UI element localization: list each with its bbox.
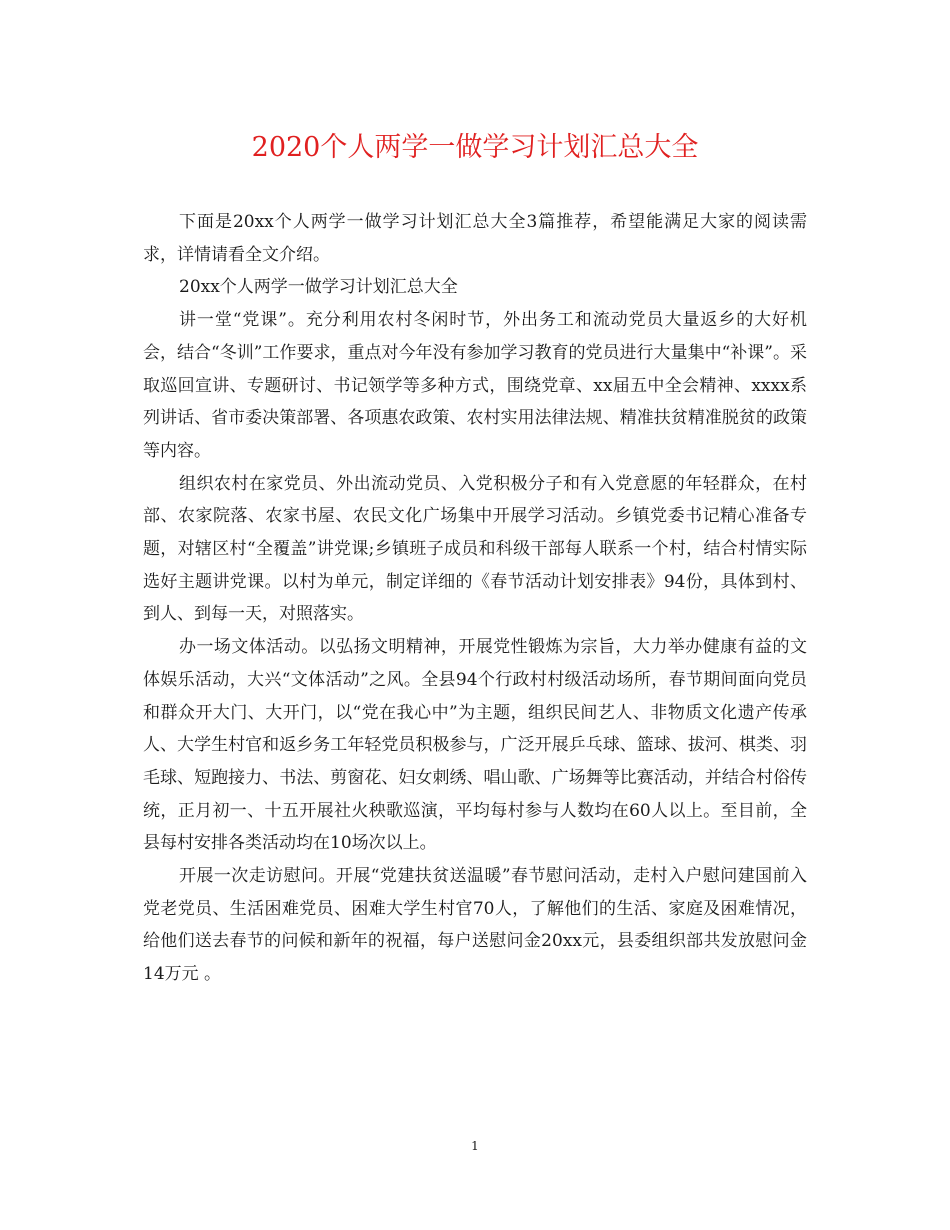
document-title: 2020个人两学一做学习计划汇总大全 <box>251 132 699 163</box>
paragraph-subtitle: 20xx个人两学一做学习计划汇总大全 <box>179 277 458 298</box>
paragraph-cultural-activities: 办一场文体活动。以弘扬文明精神，开展党性锻炼为宗旨，大力举办健康有益的文体娱乐活动，大兴“文体活动”之风。全县94个行政村村级活动场所，春节期间面向党员和群众开大门、大开门，以“党在我心中”为主题，组织民间艺人、非物质文化遗产传承人、大学生村官和返乡务工年轻党员积极参与，广泛开展乒乓球、篮球、拔河、棋类、羽毛球、短跑接力、书法、剪窗花、妇女刺绣、唱山歌、广场舞等比赛活动，并结合村俗传统，正月初一、十五开展社火秧歌巡演，平均每村参与人数均在60人以上。至目前，全县每村安排各类活动均在10场次以上。 <box>143 637 807 854</box>
page-number: 1 <box>471 1139 479 1153</box>
paragraph-party-lecture: 讲一堂“党课”。充分利用农村冬闲时节，外出务工和流动党员大量返乡的大好机会，结合“冬训”工作要求，重点对今年没有参加学习教育的党员进行大量集中“补课”。采取巡回宣讲、专题研讨、书记领学等多种方式，围绕党章、xx届五中全会精神、xxxx系列讲话、省市委决策部署、各项惠农政策、农村实用法律法规、精准扶贫精准脱贫的政策等内容。 <box>143 310 807 461</box>
document-body <box>143 206 807 991</box>
paragraph-intro: 下面是20xx个人两学一做学习计划汇总大全3篇推荐，希望能满足大家的阅读需求，详情请看全文介绍。 <box>143 212 807 265</box>
paragraph-study-activities: 组织农村在家党员、外出流动党员、入党积极分子和有入党意愿的年轻群众，在村部、农家院落、农家书屋、农民文化广场集中开展学习活动。乡镇党委书记精心准备专题，对辖区村“全覆盖”讲党课;乡镇班子成员和科级干部每人联系一个村，结合村情实际选好主题讲党课。以村为单元，制定详细的《春节活动计划安排表》94份，具体到村、到人、到每一天，对照落实。 <box>143 473 807 625</box>
paragraph-visits: 开展一次走访慰问。开展“党建扶贫送温暖”春节慰问活动，走村入户慰问建国前入党老党员、生活困难党员、困难大学生村官70人，了解他们的生活、家庭及困难情况，给他们送去春节的问候和新年的祝福，每户送慰问金20xx元，县委组织部共发放慰问金14万元 。 <box>143 866 807 985</box>
